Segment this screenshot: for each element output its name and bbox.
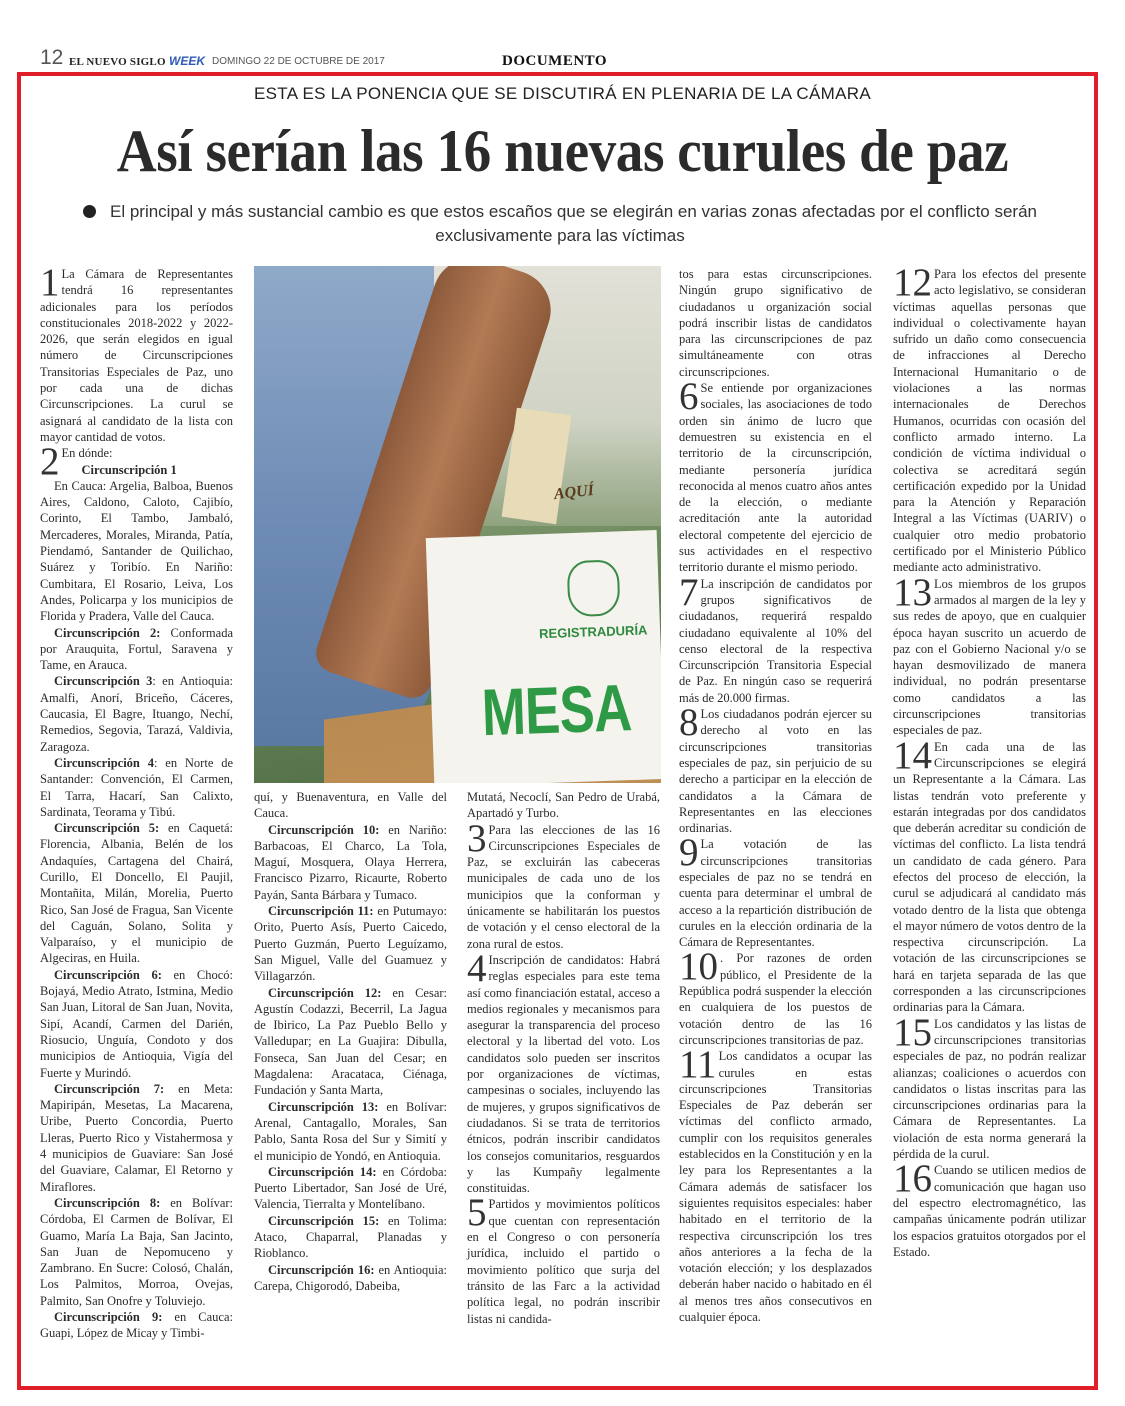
- article-photo: [254, 266, 661, 783]
- circ-text: quí, y Buenaventura, en Valle del Cauca.: [254, 790, 447, 821]
- circ-text: : en Antioquia: Amalfi, Anorí, Briceño, Cáceres, Caucasia, El Bagre, Ituango, Nechí, Remedios, Segovia, Tarazá, Valdivia, Zaragoza.: [40, 674, 233, 754]
- paragraph-text: En cada una de las Circunscripciones se elegirá un Representante a la Cámara. Las listas tendrán voto preferente y estarán integradas por dos candidatos que deberán acreditar su condición de víctimas del conflicto. La lista tendrá un candidato de cada género. Para efectos del proceso de elección, la curul se adjudicará al candidato más votado dentro de la lista que obtenga el mayor número de votos dentro de la respectiva circunscripción. La votación de las circunscripciones se hará en tarjeta separada de las que corresponden a las circunscripciones ordinarias para la Cámara.: [893, 739, 1086, 1015]
- circ-5: [40, 820, 233, 967]
- circ-heading: Circunscripción 6:: [54, 967, 162, 982]
- circ-text: Mutatá, Necoclí, San Pedro de Urabá, Apartadó y Turbo.: [467, 790, 660, 821]
- paragraph-14: [893, 733, 1086, 1016]
- circ-heading: Circunscripción 10:: [268, 822, 380, 837]
- page-number: 12: [40, 46, 64, 69]
- circ-9: [40, 1309, 233, 1342]
- circ-heading: Circunscripción 15:: [268, 1213, 380, 1228]
- paragraph-6: [679, 375, 872, 576]
- circ-16: [254, 1262, 447, 1295]
- paragraph-16: [893, 1157, 1086, 1260]
- paragraph-number: 3: [467, 816, 487, 860]
- paragraph-number: 11: [679, 1043, 717, 1087]
- circ-text: en Chocó: Bojayá, Medio Atrato, Istmina, Medio San Juan, Litoral de San Juan, Novita, Sipí, Acandí, Carmen del Darién, Riosucio, Unguía, Condoto y dos municipios de Antioquia, Vigía del Fuerte y Murindó.: [40, 967, 233, 1080]
- paragraph-number: 6: [679, 375, 699, 419]
- paragraph-text: Para las elecciones de las 16 Circunscripciones Especiales de Paz, se excluirán las cabeceras municipales de cada uno de los municipios que la conforman y únicamente se habilitarán los puestos de votación y el censo electoral de la zona rural de estos.: [467, 822, 660, 951]
- paragraph-number: 9: [679, 831, 699, 875]
- publication-name: EL NUEVO SIGLO: [69, 56, 166, 68]
- circ-13: [254, 1099, 447, 1164]
- circ-2: [40, 625, 233, 674]
- circ-text: en Antioquia: Carepa, Chigorodó, Dabeiba,: [254, 1262, 448, 1293]
- column-1: [40, 261, 234, 1342]
- paragraph-5: [467, 1191, 660, 1326]
- paragraph-number: 7: [679, 570, 699, 614]
- circ-heading: Circunscripción 8:: [54, 1195, 161, 1210]
- circ-text: en Bolívar: Arenal, Cantagallo, Morales, San Pablo, Santa Rosa del Sur y Simití y el municipio de Yondó, en Antioquia.: [254, 1099, 448, 1163]
- circ-text: : en Norte de Santander: Convención, El Carmen, El Tarra, Hacarí, San Calixto, Sardinata, Teorama y Tibú.: [40, 755, 233, 819]
- circ-heading: Circunscripción 5:: [54, 821, 160, 836]
- paragraph-text: Los miembros de los grupos armados al margen de la ley y sus redes de apoyo, que en cualquier época hayan suscrito un acuerdo de paz con el Gobierno Nacional y/o se hayan desmovilizado de manera individual, no podrán presentarse como candidatos a las circunscripciones transitorias especiales de paz.: [893, 576, 1086, 738]
- kicker: ESTA ES LA PONENCIA QUE SE DISCUTIRÁ EN PLENARIA DE LA CÁMARA: [254, 84, 871, 103]
- circ-heading: Circunscripción 12:: [268, 985, 382, 1000]
- photo-box-sign: [426, 530, 661, 783]
- circ-heading: Circunscripción 16:: [268, 1262, 375, 1277]
- section-name: DOCUMENTO: [502, 53, 608, 69]
- circ-text: en Nariño: Barbacoas, El Charco, La Tola, Maguí, Mosquera, Olaya Herrera, Francisco Pizarro, Ricaurte, Roberto Payán, Santa Bárbara y Tumaco.: [254, 822, 448, 902]
- circ-text: en Meta: Mapiripán, Mesetas, La Macarena, Uribe, Puerto Concordia, Puerto Lleras, Puerto Rico y Vistahermosa y 4 municipios de Guaviare: San José del Guaviare, Calamar, El Retorno y Miraflores.: [40, 1081, 233, 1194]
- paragraph-number: 1: [40, 261, 60, 304]
- publication-week-logo: WEEK: [169, 54, 205, 68]
- seal-icon: [567, 559, 621, 617]
- circ-text: en Córdoba: Puerto Libertador, San José de Uré, Valencia, Tierralta y Montelíbano.: [254, 1164, 447, 1212]
- paragraph-15: [893, 1010, 1086, 1163]
- circ-heading: Circunscripción 4: [54, 755, 154, 770]
- box-label-aqui: AQUÍ: [553, 481, 595, 504]
- bullet-icon: [83, 205, 96, 218]
- paragraph-text: Los candidatos y las listas de circunscripciones transitorias especiales de paz, no podrán realizar alianzas; coaliciones o acuerdos con candidatos o listas inscritas para las circunscripciones ordinarias para la Cámara de Representantes. La violación de esta norma generará la pérdida de la curul.: [893, 1016, 1086, 1162]
- paragraph-7: [679, 570, 872, 706]
- paragraph-8: [679, 701, 872, 836]
- paragraph-12: [893, 261, 1086, 576]
- paragraph-number: 13: [893, 570, 932, 614]
- circ-11: [254, 903, 447, 984]
- paragraph-10: [679, 945, 872, 1048]
- paragraph-text: tos para estas circunscripciones. Ningún grupo significativo de ciudadanos u organización social podrá inscribir listas de candidatos para las circunscripciones de paz simultáneamente con otras circunscripciones.: [679, 267, 872, 379]
- paragraph-text: La Cámara de Representantes tendrá 16 representantes adicionales para los períodos constitucionales 2018-2022 y 2022-2026, que serán elegidos en igual número de Circunscripciones Transitorias Especiales de Paz, uno por cada una de dichas Circunscripciones. La curul se asignará al candidato de la lista con mayor cantidad de votos.: [40, 267, 233, 444]
- paragraph-text: Los ciudadanos podrán ejercer su derecho al voto en las circunscripciones transitorias especiales de paz, sin perjuicio de su derecho a participar en la elección de candidatos a la Cámara de Representantes en las elecciones ordinarias.: [679, 707, 872, 836]
- circ-heading: Circunscripción 11:: [268, 904, 374, 919]
- circ-heading: Circunscripción 13:: [268, 1099, 379, 1114]
- deck: [60, 200, 1060, 248]
- paragraph-number: 5: [467, 1191, 487, 1235]
- circ-heading: Circunscripción 1: [81, 462, 177, 477]
- paragraph-number: 12: [893, 261, 932, 304]
- circ-16-cont: [467, 789, 660, 822]
- paragraph-11: [679, 1043, 872, 1325]
- paragraph-2: [40, 440, 233, 484]
- circ-heading: Circunscripción 3: [54, 674, 153, 689]
- circ-text: En Cauca: Argelia, Balboa, Buenos Aires, Caldono, Caloto, Cajibío, Corinto, El Tambo, Jambaló, Mercaderes, Morales, Miranda, Patía, Piendamó, Santander de Quilichao, Suárez y Toribío. En Nariño: Cumbitara, El Rosario, Leiva, Los Andes, Policarpa y los municipios de Florida y Pradera, Valle del Cauca.: [40, 478, 233, 624]
- paragraph-number: 4: [467, 946, 487, 990]
- circ-14: [254, 1164, 447, 1213]
- paragraph-4: [467, 946, 660, 1196]
- column-4: [679, 266, 872, 1325]
- deck-text: El principal y más sustancial cambio es que estos escaños que se elegirán en varias zonas afectadas por el conflicto serán exclusivamente para las víctimas: [109, 202, 1037, 245]
- circ-text: en Putumayo: Orito, Puerto Asís, Puerto Caicedo, Puerto Guzmán, Puerto Leguízamo, San Miguel, Valle del Guamuez y Villagarzón.: [254, 904, 448, 984]
- circ-heading: Circunscripción 7:: [54, 1081, 165, 1096]
- paragraph-text: . Por razones de orden público, el Presidente de la República podrá suspender la elección en cualquiera de los puestos de votación dentro de las 16 circunscripciones transitorias de paz.: [679, 951, 872, 1047]
- column-3: [467, 789, 660, 1327]
- circ-text: en Cauca: Guapi, López de Micay y Timbi-: [40, 1310, 233, 1341]
- circ-text: en Tolima: Ataco, Chaparral, Planadas y Rioblanco.: [254, 1213, 448, 1261]
- circ-text: en Bolívar: Córdoba, El Carmen de Bolívar, El Guamo, María La Baja, San Jacinto, San Juan de Nepomuceno y Zambrano. En Sucre: Colosó, Chalán, Los Palmitos, Morroa, Ovejas, Palmito, San Onofre y Toluviejo.: [40, 1195, 234, 1308]
- column-2: [254, 789, 447, 1294]
- masthead: [40, 46, 1100, 72]
- paragraph-13: [893, 570, 1086, 739]
- column-5: [893, 261, 1086, 1260]
- headline: Así serían las 16 nuevas curules de paz: [116, 118, 1009, 184]
- paragraph-text: Cuando se utilicen medios de comunicación que hagan uso del espectro electromagnético, las campañas únicamente podrán utilizar los espacios gratuitos otorgados por el Estado.: [893, 1163, 1086, 1259]
- circ-8: [40, 1195, 233, 1309]
- paragraph-number: 15: [893, 1010, 932, 1054]
- circ-1: [40, 478, 233, 625]
- paragraph-number: 10: [679, 945, 718, 989]
- circ-heading: Circunscripción 9:: [54, 1310, 163, 1324]
- circ-12: [254, 985, 447, 1099]
- paragraph-text: Se entiende por organizaciones sociales, las asociaciones de todo orden sin ánimo de lucro que demuestren su existencia en el territorio de la circunscripción, mediante personería jurídica reconocida al menos cuatro años antes de la elección, o mediante acreditación ante la autoridad electoral competente del ejercicio de sus actividades en el respectivo territorio durante el mismo periodo.: [679, 381, 872, 575]
- circ-text: en Caquetá: Florencia, Albania, Belén de los Andaquíes, Cartagena del Chairá, Curillo, El Doncello, El Paujil, Montañita, Milán, Morelia, Puerto Rico, San José de Fragua, San Vicente del Caguán, Solano, Solita y Valparaíso, y el municipio de Algeciras, en Huila.: [40, 821, 233, 966]
- circ-3: [40, 673, 233, 754]
- paragraph-text: La inscripción de candidatos por grupos significativos de ciudadanos, requerirá respaldo ciudadano equivalente al 10% del censo electoral de la respectiva Circunscripción Transitoria Especial de Paz. En ningún caso se requerirá más de 20.000 firmas.: [679, 576, 872, 705]
- box-label-mesa: MESA: [480, 670, 633, 750]
- paragraph-5-cont: [679, 266, 872, 380]
- paragraph-text: Para los efectos del presente acto legislativo, se consideran víctimas aquellas personas que individual o colectivamente hayan sufrido un daño como consecuencia de infracciones al Derecho Internacional Humanitario o de violaciones a las normas internacionales de Derechos Humanos, ocurridas con ocasión del conflicto armado interno. La condición de víctima individual o colectiva se acreditará según certificación expedido por la Unidad para la Atención y Reparación Integral a las Víctimas (UARIV) o cualquier otro medio probatorio certificado por el Ministerio Público mediante acto administrativo.: [893, 267, 1086, 575]
- circ-4: [40, 755, 233, 820]
- paragraph-text: La votación de las circunscripciones transitorias especiales de paz no se tendrá en cuenta para determinar el umbral de acceso a la repartición distribución de curules en la elección ordinaria de la Cámara de Representantes.: [679, 837, 872, 950]
- circ-heading: Circunscripción 14:: [268, 1164, 377, 1179]
- issue-date: DOMINGO 22 DE OCTUBRE DE 2017: [212, 56, 385, 67]
- paragraph-number: 14: [893, 733, 932, 777]
- circ-heading: Circunscripción 2:: [54, 625, 161, 640]
- paragraph-text: Partidos y movimientos políticos que cuentan con representación en el Congreso o con personería jurídica, incluido el partido o movimiento político que surja del tránsito de las Farc a la actividad política legal, no podrán inscribir listas ni candida-: [467, 1197, 660, 1326]
- circ-text: en Cesar: Agustín Codazzi, Becerril, La Jagua de Ibirico, La Paz Pueblo Bello y Valledupar; en La Guajira: Dibulla, Fonseca, San Juan del Cesar; en Magdalena: Aracataca, Ciénaga, Fundación y Santa Marta,: [254, 985, 447, 1098]
- paragraph-text: En dónde:: [61, 446, 113, 461]
- paragraph-3: [467, 816, 660, 952]
- box-label-registraduria: REGISTRADURÍA: [538, 622, 648, 642]
- circ-7: [40, 1081, 233, 1195]
- paragraph-text: Inscripción de candidatos: Habrá reglas especiales para este tema así como financiación estatal, acceso a medios regionales y mecanismos para asegurar la transparencia del proceso electoral y la libertad del voto. Los candidatos solo pueden ser inscritos por organizaciones de víctimas, campesinas o sociales, incluyendo las de mujeres, y grupos significativos de ciudadanos. Si se trata de territorios étnicos, podrán inscribir candidatos los consejos comunitarios, resguardos y las Kumpañy legalmente constituidas.: [467, 952, 660, 1196]
- paragraph-number: 8: [679, 701, 699, 745]
- paragraph-number: 2: [40, 440, 60, 484]
- circ-10: [254, 822, 447, 903]
- circ-15: [254, 1213, 447, 1262]
- paragraph-9: [679, 831, 872, 950]
- paragraph-text: Los candidatos a ocupar las curules en estas circunscripciones Transitorias Especiales de Paz deberán ser víctimas del conflicto armado, cumplir con los requisitos generales establecidos en la Constitución y en la ley para los Representantes a la Cámara además de satisfacer los siguientes requisitos especiales: haber habitado en el territorio de la respectiva circunscripción los tres años anteriores a la fecha de la votación elección; y los desplazados deberán haber nacido o habitado en él al menos tres años consecutivos en cualquier época.: [679, 1049, 872, 1324]
- circ-text: Conformada por Arauquita, Fortul, Saravena y Tame, en Arauca.: [40, 625, 233, 673]
- paragraph-1: [40, 261, 233, 445]
- paragraph-number: 16: [893, 1157, 932, 1201]
- circ-6: [40, 967, 233, 1081]
- circ-9-cont: [254, 789, 447, 822]
